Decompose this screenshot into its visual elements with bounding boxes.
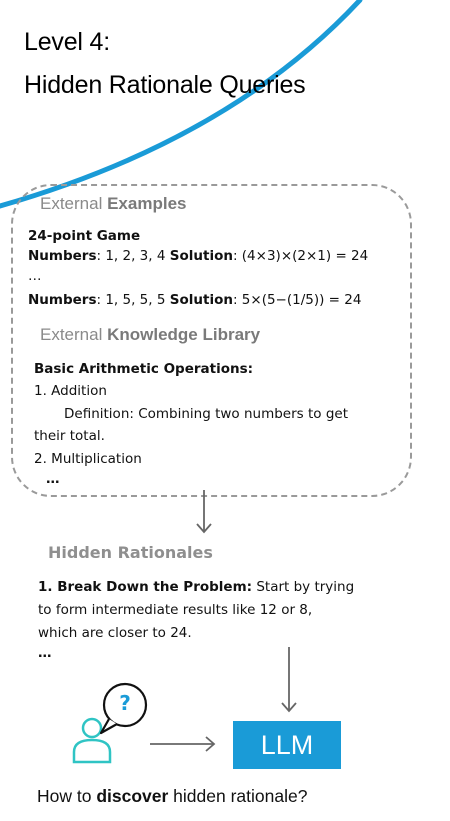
hidden-rationales-heading: Hidden Rationales (48, 543, 213, 562)
arrow-right-to-llm (150, 737, 214, 751)
rationale-step-1: 1. Break Down the Problem: Start by trying (38, 579, 355, 595)
addition-definition-line-2: their total. (34, 428, 105, 444)
title-line-2: Hidden Rationale Queries (24, 71, 306, 99)
question-mark: ? (119, 691, 131, 715)
arrow-down-to-rationales (197, 490, 211, 532)
addition-definition-line-1: Definition: Combining two numbers to get (64, 406, 349, 422)
knowledge-item-addition: 1. Addition (34, 383, 107, 399)
knowledge-ellipsis: … (46, 471, 60, 487)
arrow-down-to-llm (282, 647, 296, 711)
external-examples-heading: External Examples (40, 194, 187, 213)
rationale-step-1-line-3: which are closer to 24. (38, 625, 192, 641)
knowledge-item-multiplication: 2. Multiplication (34, 451, 142, 467)
rationale-ellipsis: … (38, 645, 52, 661)
title-line-1: Level 4: (24, 28, 110, 56)
example-row-1: Numbers: 1, 2, 3, 4 Solution: (4×3)×(2×1) = 24 (28, 248, 369, 264)
knowledge-library-heading: External Knowledge Library (40, 325, 261, 344)
example-ellipsis: … (28, 268, 42, 284)
game-title: 24-point Game (28, 228, 141, 244)
rationale-step-1-line-2: to form intermediate results like 12 or 8, (38, 602, 313, 618)
arithmetic-heading: Basic Arithmetic Operations: (34, 361, 254, 377)
example-row-2: Numbers: 1, 5, 5, 5 Solution: 5×(5−(1/5)) = 24 (28, 292, 362, 308)
llm-box: LLM (233, 721, 341, 769)
bottom-question: How to discover hidden rationale? (37, 786, 308, 806)
